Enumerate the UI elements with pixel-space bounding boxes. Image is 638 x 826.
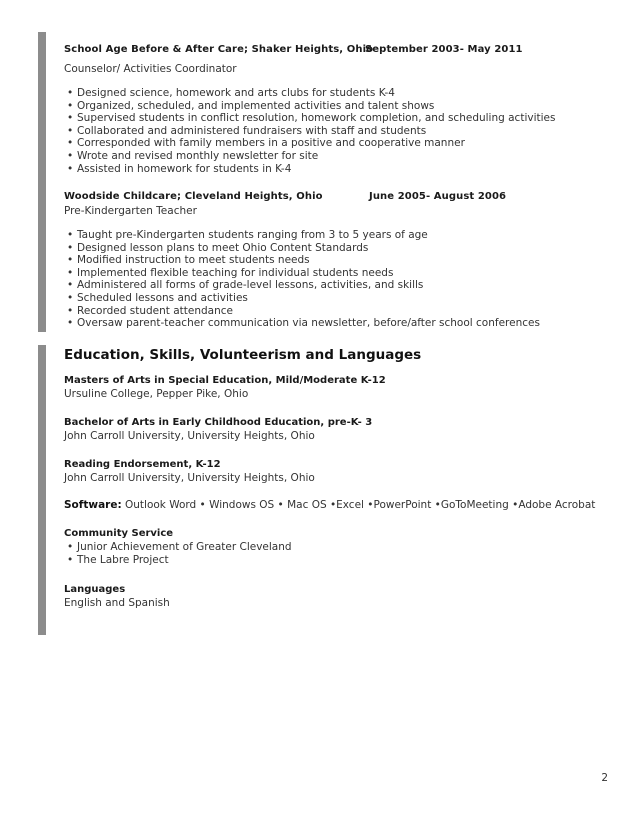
education-school: John Carroll University, University Heights, Ohio xyxy=(64,472,315,484)
bullet-icon: • xyxy=(67,317,74,330)
bullet-icon: • xyxy=(67,304,74,317)
community-list xyxy=(64,541,292,566)
bullet-icon: • xyxy=(67,291,74,304)
bullet-icon: • xyxy=(67,279,74,292)
software-label: Software: xyxy=(64,499,122,511)
bullet-icon: • xyxy=(67,254,74,267)
education-degree: Masters of Arts in Special Education, Mild/Moderate K-12 xyxy=(64,375,386,386)
list-item: • Recorded student attendance xyxy=(64,305,540,318)
list-item: • Designed lesson plans to meet Ohio Content Standards xyxy=(64,242,540,255)
section-title: Education, Skills, Volunteerism and Languages xyxy=(64,347,422,363)
bullet-icon: • xyxy=(67,541,74,553)
list-item: • Designed science, homework and arts clubs for students K-4 xyxy=(64,87,555,100)
bullet-icon: • xyxy=(67,137,74,150)
list-item: • Scheduled lessons and activities xyxy=(64,292,540,305)
bullet-icon: • xyxy=(67,162,74,175)
job-bullet-list xyxy=(64,87,555,175)
list-item: • Oversaw parent-teacher communication via newsletter, before/after school conferences xyxy=(64,317,540,330)
bullet-icon: • xyxy=(67,553,74,566)
job-dates: June 2005- August 2006 xyxy=(369,191,507,202)
software-list: Outlook Word • Windows OS • Mac OS •Excel •PowerPoint •GoToMeeting •Adobe Acrobat xyxy=(125,499,596,511)
bullet-icon: • xyxy=(67,241,74,254)
list-item: • Taught pre-Kindergarten students ranging from 3 to 5 years of age xyxy=(64,229,540,242)
job-title: School Age Before & After Care; Shaker Heights, Ohio xyxy=(64,44,374,55)
list-item: • Modified instruction to meet students needs xyxy=(64,254,540,267)
job-header xyxy=(64,191,507,202)
community-heading: Community Service xyxy=(64,528,174,539)
education-degree: Reading Endorsement, K-12 xyxy=(64,459,221,470)
list-item: • Wrote and revised monthly newsletter for site xyxy=(64,150,555,163)
list-item: • Junior Achievement of Greater Cleveland xyxy=(64,541,292,554)
bullet-icon: • xyxy=(67,112,74,125)
education-school: John Carroll University, University Heights, Ohio xyxy=(64,430,315,442)
list-item: • The Labre Project xyxy=(64,554,292,567)
list-item: • Administered all forms of grade-level lessons, activities, and skills xyxy=(64,279,540,292)
bullet-icon: • xyxy=(67,124,74,137)
list-item: • Assisted in homework for students in K-4 xyxy=(64,163,555,176)
bullet-icon: • xyxy=(67,266,74,279)
job-role: Counselor/ Activities Coordinator xyxy=(64,63,237,75)
bullet-icon: • xyxy=(67,99,74,112)
bullet-icon: • xyxy=(67,87,74,99)
bullet-icon: • xyxy=(67,229,74,241)
sidebar-accent-bar-bottom xyxy=(38,345,46,635)
job-bullet-list xyxy=(64,229,540,330)
bullet-icon: • xyxy=(67,149,74,162)
job-role: Pre-Kindergarten Teacher xyxy=(64,205,197,217)
list-item: • Organized, scheduled, and implemented activities and talent shows xyxy=(64,100,555,113)
page-number: 2 xyxy=(601,772,608,784)
job-title: Woodside Childcare; Cleveland Heights, Ohio xyxy=(64,191,323,202)
languages-value: English and Spanish xyxy=(64,597,170,609)
education-degree: Bachelor of Arts in Early Childhood Education, pre-K- 3 xyxy=(64,417,373,428)
education-school: Ursuline College, Pepper Pike, Ohio xyxy=(64,388,249,400)
job-header xyxy=(64,44,523,55)
list-item: • Implemented flexible teaching for individual students needs xyxy=(64,267,540,280)
list-item: • Corresponded with family members in a positive and cooperative manner xyxy=(64,137,555,150)
languages-heading: Languages xyxy=(64,584,126,595)
list-item: • Collaborated and administered fundraisers with staff and students xyxy=(64,125,555,138)
sidebar-accent-bar-top xyxy=(38,32,46,332)
software-line xyxy=(64,499,595,511)
job-dates: September 2003- May 2011 xyxy=(365,44,523,55)
list-item: • Supervised students in conflict resolution, homework completion, and scheduling activities xyxy=(64,112,555,125)
